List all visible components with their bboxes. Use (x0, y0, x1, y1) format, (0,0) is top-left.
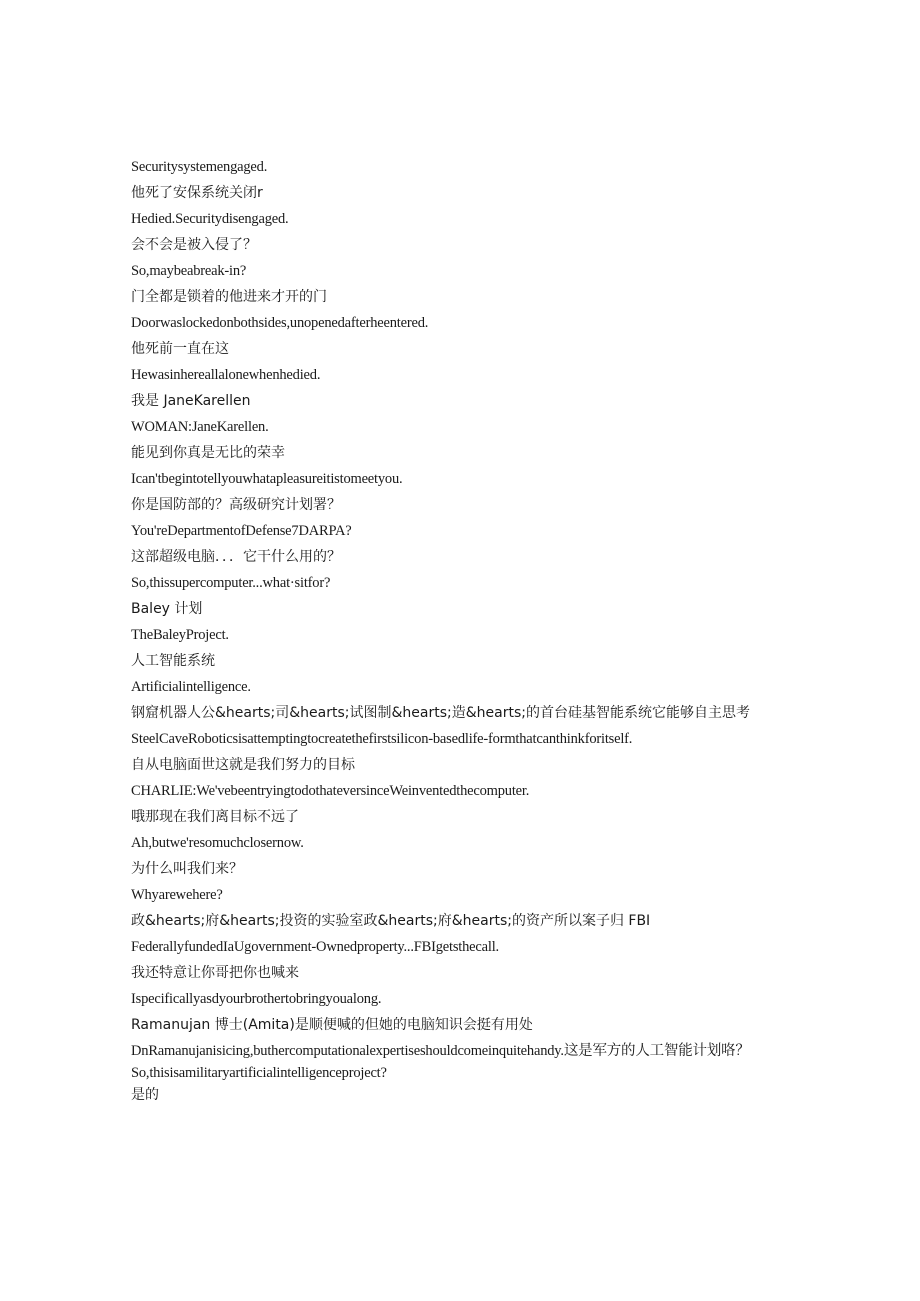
subtitle-line-english: FederallyfundedIaUgovernment-Ownedproperty...FBIgetsthecall. (131, 939, 499, 955)
subtitle-line-chinese: 是的 (131, 1087, 159, 1103)
subtitle-line-chinese: 哦那现在我们离目标不远了 (131, 809, 299, 825)
subtitle-line-chinese: 你是国防部的？高级研究计划署？ (131, 497, 341, 513)
subtitle-line-chinese: Baley 计划 (131, 601, 203, 617)
subtitle-line-chinese: 他死了安保系统关闭r (131, 185, 263, 201)
subtitle-line-chinese: 能见到你真是无比的荣幸 (131, 445, 285, 461)
subtitle-line-english: TheBaleyProject. (131, 627, 229, 643)
subtitle-line-chinese: 政&hearts;府&hearts;投资的实验室政&hearts;府&hearts;的资产所以案子归 FBI (131, 913, 651, 929)
subtitle-line-chinese: 门全都是锁着的他进来才开的门 (131, 289, 327, 305)
subtitle-line-english: CHARLIE:We'vebeentryingtodothateversinceWeinventedthecomputer. (131, 783, 530, 799)
subtitle-line-english: Hedied.Securitydisengaged. (131, 211, 289, 227)
subtitle-line-chinese: Ramanujan 博士(Amita)是顺便喊的但她的电脑知识会挺有用处 (131, 1017, 533, 1033)
subtitle-line-chinese: 钢窟机器人公&hearts;司&hearts;试图制&hearts;造&hearts;的首台硅基智能系统它能够自主思考 (131, 705, 750, 721)
subtitle-line-english: Ican'tbegintotellyouwhatapleasureitistomeetyou. (131, 471, 403, 487)
subtitle-line-chinese: 我还特意让你哥把你也喊来 (131, 965, 299, 981)
subtitle-line-chinese: 他死前一直在这 (131, 341, 229, 357)
subtitle-line-english: Ispecificallyasdyourbrothertobringyoualong. (131, 991, 382, 1007)
subtitle-line-english: So,thisisamilitaryartificialintelligenceproject? (131, 1065, 387, 1081)
subtitle-line-english: Artificialintelligence. (131, 679, 251, 695)
subtitle-line-english: So,maybeabreak-in? (131, 263, 247, 279)
subtitle-line-english: Whyarewehere? (131, 887, 223, 903)
subtitle-line-english: You'reDepartmentofDefense7DARPA? (131, 523, 352, 539)
subtitle-line-english: Doorwaslockedonbothsides,unopenedafterheentered. (131, 315, 429, 331)
subtitle-line-chinese: 这部超级电脑．．．它干什么用的？ (131, 549, 341, 565)
subtitle-line-chinese: 人工智能系统 (131, 653, 215, 669)
subtitle-line-english: WOMAN:JaneKarellen. (131, 419, 269, 435)
subtitle-line-chinese: 为什么叫我们来？ (131, 861, 243, 877)
subtitle-line-chinese: 会不会是被入侵了？ (131, 237, 257, 253)
subtitle-line-english: Hewasinhereallalonewhenhedied. (131, 367, 321, 383)
subtitle-line-english: SteelCaveRoboticsisattemptingtocreatethefirstsilicon-basedlife-formthatcanthinkforitself. (131, 731, 633, 747)
transcript-body (131, 157, 781, 1111)
subtitle-line-chinese: 我是 JaneKarellen (131, 393, 251, 409)
subtitle-line-chinese: 自从电脑面世这就是我们努力的目标 (131, 757, 355, 773)
subtitle-line-english: So,thissupercomputer...what·sitfor? (131, 575, 331, 591)
subtitle-line-english: Ah,butwe'resomuchclosernow. (131, 835, 304, 851)
subtitle-line-english: DnRamanujanisicing,buthercomputationalexpertiseshouldcomeinquitehandy.这是军方的人工智能计划咯？ (131, 1043, 750, 1059)
subtitle-line-english: Securitysystemengaged. (131, 159, 268, 175)
